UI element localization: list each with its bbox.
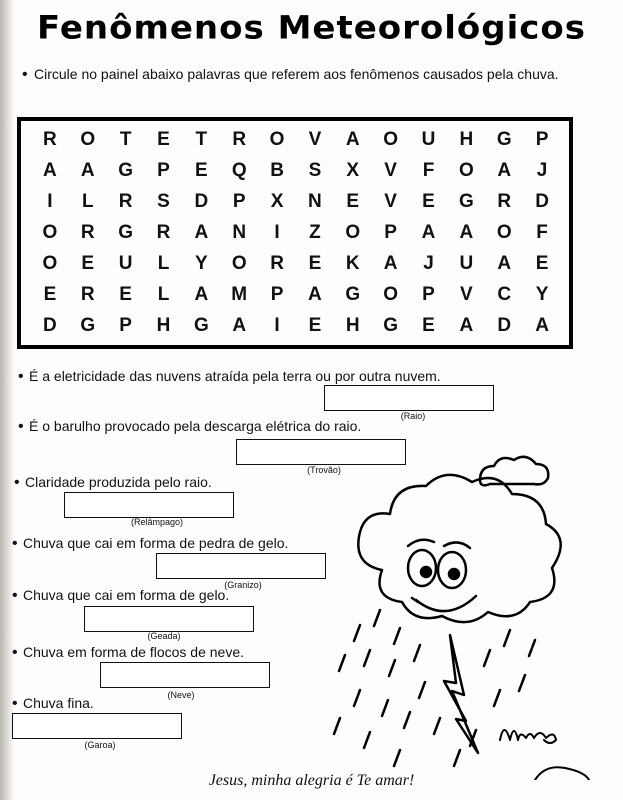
grid-letter[interactable]: A [421, 221, 436, 243]
grid-letter[interactable]: G [496, 129, 512, 151]
grid-letter[interactable]: D [497, 314, 512, 336]
bullet-icon: • [12, 587, 18, 604]
grid-letter[interactable]: P [535, 129, 549, 151]
grid-letter[interactable]: O [383, 129, 399, 151]
grid-letter[interactable]: I [274, 221, 280, 243]
grid-letter[interactable]: E [308, 314, 322, 336]
grid-letter[interactable]: O [42, 252, 58, 274]
grid-letter[interactable]: M [231, 283, 248, 305]
grid-letter[interactable]: D [43, 314, 57, 336]
question-1-text: É a eletricidade das nuvens atraída pela terra ou por outra nuvem. [29, 368, 441, 384]
grid-letter[interactable]: D [194, 191, 209, 213]
answer-box-1[interactable] [324, 385, 494, 411]
grid-letter[interactable]: X [346, 160, 360, 182]
grid-letter[interactable]: A [535, 314, 549, 336]
grid-letter[interactable]: Q [231, 160, 247, 182]
grid-letter[interactable]: E [422, 314, 435, 336]
answer-box-5[interactable] [84, 606, 254, 632]
grid-letter[interactable]: C [497, 283, 512, 305]
bullet-icon: • [12, 695, 18, 712]
grid-letter[interactable]: I [274, 314, 280, 336]
grid-letter[interactable]: R [43, 129, 57, 151]
bullet-icon: • [14, 474, 20, 491]
grid-letter[interactable]: A [194, 283, 209, 305]
question-6-text: Chuva em forma de flocos de neve. [23, 644, 245, 660]
grid-letter[interactable]: O [345, 221, 361, 243]
answer-box-7[interactable] [12, 713, 182, 739]
grid-letter[interactable]: I [47, 191, 53, 213]
grid-letter[interactable]: H [156, 314, 171, 336]
grid-letter[interactable]: V [384, 160, 397, 182]
answer-label-7: (Garoa) [84, 740, 116, 750]
bullet-icon: • [22, 66, 28, 83]
grid-letter[interactable]: A [345, 129, 360, 151]
grid-letter[interactable]: G [118, 221, 134, 243]
grid-letter[interactable]: X [270, 191, 284, 213]
grid-letter[interactable]: R [156, 221, 171, 243]
grid-letter[interactable]: P [232, 191, 246, 213]
word-search-panel [17, 117, 573, 349]
grid-letter[interactable]: R [80, 283, 95, 305]
bullet-icon: • [12, 644, 18, 661]
smiling-rain-cloud-icon [300, 450, 623, 780]
grid-letter[interactable]: S [308, 160, 322, 182]
question-5-text: Chuva que cai em forma de gelo. [23, 587, 230, 603]
grid-letter[interactable]: A [459, 314, 474, 336]
grid-letter[interactable]: E [43, 283, 57, 305]
instruction-text: Circule no painel abaixo palavras que referem aos fenômenos causados pela chuva. [34, 66, 559, 82]
question-2 [18, 418, 361, 435]
grid-letter[interactable]: A [497, 160, 512, 182]
grid-letter[interactable]: N [308, 191, 322, 213]
grid-letter[interactable]: P [384, 221, 397, 243]
grid-letter[interactable]: H [459, 129, 474, 151]
grid-letter[interactable]: E [195, 160, 208, 182]
grid-letter[interactable]: T [195, 129, 208, 151]
grid-letter[interactable]: A [80, 160, 95, 182]
grid-letter[interactable]: F [536, 221, 548, 243]
grid-letter[interactable]: P [270, 283, 284, 305]
big-cloud-icon [358, 475, 560, 622]
question-4 [12, 535, 288, 552]
answer-box-6[interactable] [100, 662, 270, 688]
question-1 [18, 368, 441, 385]
grid-letter[interactable]: Z [309, 221, 321, 243]
answer-label-6: (Neve) [167, 690, 195, 700]
grid-letter[interactable]: U [421, 129, 436, 151]
grid-letter[interactable]: V [460, 283, 473, 305]
grid-letter[interactable]: G [118, 160, 134, 182]
grid-letter[interactable]: A [383, 252, 398, 274]
grid-letter[interactable]: K [345, 252, 360, 274]
bullet-icon: • [12, 535, 18, 552]
grid-letter[interactable]: B [270, 160, 284, 182]
grid-letter[interactable]: P [119, 314, 132, 336]
answer-label-3: (Relâmpago) [130, 517, 184, 527]
grid-letter[interactable]: V [308, 129, 322, 151]
grid-letter[interactable]: G [193, 314, 209, 336]
question-4-text: Chuva que cai em forma de pedra de gelo. [23, 535, 289, 551]
grid-letter[interactable]: L [157, 283, 170, 305]
grid-letter[interactable]: A [308, 283, 322, 305]
question-6 [12, 644, 244, 661]
page-edge [0, 0, 14, 800]
grid-letter[interactable]: U [118, 252, 133, 274]
grid-letter[interactable]: R [497, 191, 512, 213]
grid-letter[interactable]: R [80, 221, 95, 243]
question-7-text: Chuva fina. [23, 695, 94, 711]
grid-letter[interactable]: A [459, 221, 474, 243]
grid-letter[interactable]: D [535, 191, 549, 213]
grid-letter[interactable]: P [157, 160, 170, 182]
grid-letter[interactable]: Y [195, 252, 208, 274]
grid-letter[interactable]: P [422, 283, 435, 305]
answer-label-2: (Trovão) [307, 465, 341, 475]
grid-letter[interactable]: O [269, 129, 285, 151]
grid-letter[interactable]: A [194, 221, 209, 243]
grid-letter[interactable]: Y [535, 283, 549, 305]
answer-label-1: (Raio) [400, 411, 426, 421]
question-5 [12, 587, 229, 604]
grid-letter[interactable]: H [345, 314, 360, 336]
grid-letter[interactable]: E [346, 191, 360, 213]
grid-letter[interactable]: R [118, 191, 133, 213]
grid-letter[interactable]: O [80, 129, 96, 151]
small-cloud-icon [480, 457, 548, 486]
grid-letter[interactable]: G [458, 191, 474, 213]
grid-letter[interactable]: O [42, 221, 58, 243]
grid-letter[interactable]: R [232, 129, 247, 151]
grid-letter[interactable]: A [497, 252, 512, 274]
grid-letter[interactable]: J [423, 252, 434, 274]
grid-letter[interactable]: J [536, 160, 548, 182]
grid-letter[interactable]: S [157, 191, 170, 213]
grid-letter[interactable]: E [119, 283, 132, 305]
grid-letter[interactable]: T [119, 129, 132, 151]
question-7 [12, 695, 94, 712]
grid-letter[interactable]: O [231, 252, 247, 274]
grid-letter[interactable]: E [81, 252, 95, 274]
grid-letter[interactable]: L [81, 191, 94, 213]
answer-box-3[interactable] [64, 492, 234, 518]
question-2-text: É o barulho provocado pela descarga elétrica do raio. [29, 418, 362, 434]
grid-letter[interactable]: U [459, 252, 474, 274]
grid-letter[interactable]: E [308, 252, 322, 274]
instruction [22, 66, 592, 83]
grid-letter[interactable]: O [496, 221, 512, 243]
question-3-text: Claridade produzida pelo raio. [25, 474, 212, 490]
word-search-grid [31, 125, 561, 341]
grid-letter[interactable]: A [232, 314, 247, 336]
footer-quote: Jesus, minha alegria é Te amar! [208, 772, 415, 789]
page-title: Fenômenos Meteorológicos [36, 9, 587, 47]
grid-letter[interactable]: G [345, 283, 361, 305]
grid-letter[interactable]: E [535, 252, 549, 274]
grid-letter[interactable]: F [422, 160, 435, 182]
answer-label-4: (Granizo) [224, 580, 262, 590]
grid-letter[interactable]: A [43, 160, 57, 182]
grid-letter[interactable]: E [422, 191, 435, 213]
bullet-icon: • [18, 368, 24, 385]
grid-letter[interactable]: G [80, 314, 96, 336]
grid-letter[interactable]: L [157, 252, 170, 274]
bullet-icon: • [18, 418, 24, 435]
grid-letter[interactable]: G [383, 314, 399, 336]
question-3 [14, 474, 212, 491]
signature-icon [500, 730, 556, 743]
grid-letter[interactable]: R [270, 252, 284, 274]
grid-letter[interactable]: O [383, 283, 399, 305]
grid-letter[interactable]: N [232, 221, 247, 243]
grid-letter[interactable]: O [458, 160, 474, 182]
grid-letter[interactable]: E [157, 129, 170, 151]
answer-label-5: (Geada) [147, 631, 181, 641]
grid-letter[interactable]: V [384, 191, 397, 213]
